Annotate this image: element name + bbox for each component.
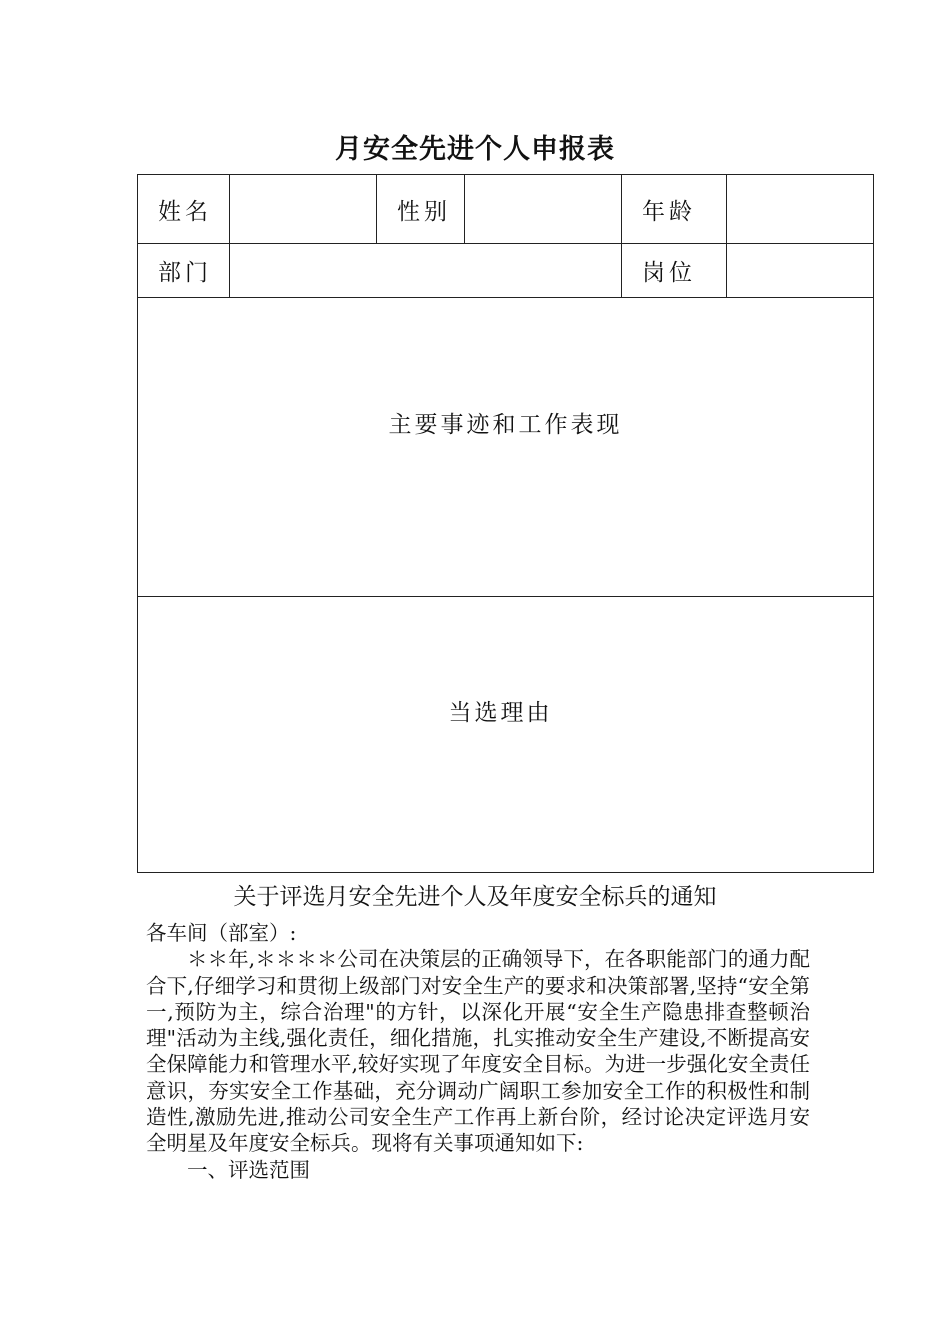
application-form-table [137, 174, 874, 873]
notice-section-heading: 一、评选范围 [187, 1157, 310, 1182]
form-title: 月安全先进个人申报表 [335, 134, 615, 165]
gender-field[interactable] [465, 175, 622, 244]
notice-salutation: 各车间（部室）: [146, 921, 297, 945]
department-label: 部门 [138, 244, 230, 298]
notice-title: 关于评选月安全先进个人及年度安全标兵的通知 [233, 884, 717, 910]
department-field[interactable] [230, 244, 622, 298]
achievements-cell[interactable] [138, 298, 874, 597]
position-field[interactable] [727, 244, 874, 298]
reason-cell[interactable] [138, 597, 874, 873]
name-field[interactable] [230, 175, 377, 244]
position-label: 岗位 [622, 244, 727, 298]
name-label: 姓名 [138, 175, 230, 244]
reason-label: 当选理由 [448, 700, 553, 726]
gender-label: 性别 [377, 175, 465, 244]
notice-paragraph: ＊＊年,＊＊＊＊公司在决策层的正确领导下，在各职能部门的通力配合下,仔细学习和贯彻上级部门对安全生产的要求和决策部署,坚持“安全第一,预防为主，综合治理"的方针，以深化开展“安全生产隐患排查整顿治理"活动为主线,强化责任，细化措施，扎实推动安全生产建设,不断提高安全保障能力和管理水平,较好实现了年度安全目标。为进一步强化安全责任意识，夯实安全工作基础，充分调动广阔职工参加安全工作的积极性和制造性,激励先进,推动公司安全生产工作再上新台阶，经讨论决定评选月安全明星及年度安全标兵。现将有关事项通知如下: [146, 947, 810, 1156]
notice-body [146, 920, 810, 1183]
achievements-label: 主要事迹和工作表现 [388, 412, 623, 438]
age-field[interactable] [727, 175, 874, 244]
age-label: 年龄 [622, 175, 727, 244]
